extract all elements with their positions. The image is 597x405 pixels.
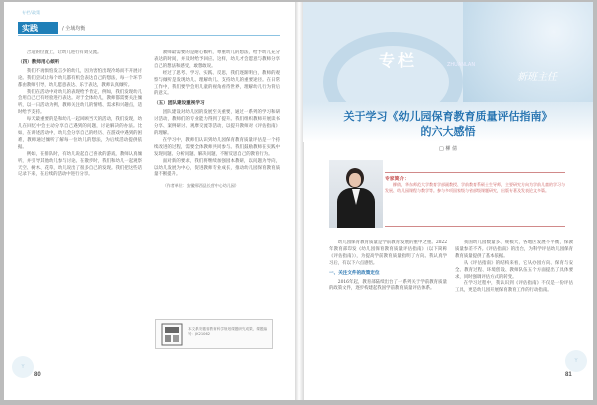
- right-page: [303, 2, 593, 400]
- section-heading: （五）团队建设重视学习: [154, 101, 205, 107]
- body-paragraph: 幼儿园保育教育质量是学前教育发展的重中之重。2022年教育部印发《幼儿园保育教育质量评估指南》（以下简称《评估指南》），为提高学前教育质量指明了方向。我认真学习后，有以下六点感悟。: [329, 240, 447, 266]
- body-paragraph: 例如，在排队时，有幼儿说起自己喜欢的游戏，教师认真倾听，并引导其他幼儿参与讨论。在散步时，我们和幼儿一起观察天空、树木、花草，幼儿说出了很多自己的发现。我们把这些话记录下来，在后续的活动中进行分享。: [18, 151, 142, 178]
- right-column-1: [329, 240, 447, 360]
- section-heading: （四）教师用心倾听: [18, 59, 60, 65]
- body-paragraph: 2016年起，教育部陆续出台了一系列关于学前教育质量的政策文件，逐步构建起我国学前教育质量评估体系。: [329, 279, 447, 292]
- left-page: [4, 2, 296, 400]
- research-note-text: 本文系安徽省教育科学规划课题研究成果，课题编号：JK21062: [188, 327, 268, 336]
- section-subtitle: / 全域均衡: [62, 26, 86, 32]
- section-divider: [18, 35, 280, 36]
- author-photo: [329, 160, 383, 228]
- body-paragraph: 我们不再惧怕发言少的幼儿，因为害怕出现冷场而不开展讨论。我们尝试让每个幼儿都有机会表达自己的想法，每一个环节都由教师引导，幼儿愿意表达、乐于表达，教师认真倾听。: [18, 68, 142, 88]
- left-column-2: [154, 50, 280, 312]
- article-title-line-1: 关于学习《幼儿园保育教育质量评估指南》: [343, 110, 553, 123]
- section-label: 实践: [22, 24, 38, 33]
- author-affiliation: （作者单位：安徽邢西县长营中心幼儿园）: [162, 183, 239, 189]
- body-paragraph: 每天最重要的是和幼儿一起回顾当天的活动，我们发现，幼儿在回忆中会主动分享自己遇到的问题，讨论解决的办法。比如，在讲述活动中，幼儿会分享自己的经历、在游戏中遇到的困难，教师通过倾听了解每一位幼儿的想法，为后续活动提供依据。: [18, 117, 142, 150]
- body-paragraph: 经过了思考、学习、实践、反思，我们逐渐明白，教师的观察与倾听是发现幼儿、理解幼儿、支持幼儿的重要途径。在日常工作中，我们要学会用儿童的视角看待世界，理解幼儿行为背后的意义。: [154, 70, 280, 97]
- body-paragraph: 在学习中，教师们认识到幼儿园保育教育质量评估是一个持续改进的过程，需要全体教师共同参与。我们鼓励教师在实践中发现问题、分析问题、解决问题，不断反思自己的教育行为。: [154, 137, 280, 157]
- author-byline: □ 柳 倩: [439, 146, 457, 152]
- banner-photo-area: [463, 2, 593, 102]
- author-profile-box: [385, 172, 565, 227]
- banner-title: 专栏: [379, 51, 418, 70]
- left-column-1: [18, 50, 142, 345]
- body-paragraph: 团队建设对幼儿园的发展至关重要，通过一系列的学习和研讨活动，教师们的专业能力得到了提升。我们组织教师开展读书分享、案例研讨、观摩交流等活动，以提升教师对《评估指南》的理解。: [154, 110, 280, 136]
- body-paragraph: 我国幼儿园数量多、规模大，各地区发展不平衡，保教质量参差不齐。《评估指南》的出台，为科学评估幼儿园保育教育质量提供了基本依据。: [455, 240, 573, 259]
- body-paragraph: 面对新的要求，我们将继续加强园本教研，以问题为导向，以幼儿发展为中心，促进教师专业成长，推动幼儿园保育教育质量不断提升。: [154, 158, 280, 178]
- banner-column-name: 新班主任: [517, 72, 557, 83]
- research-note-box: [155, 319, 273, 349]
- footer-logo-icon: Y: [565, 350, 587, 372]
- body-paragraph: 从《评估指南》的结构来看，它从办园方向、保育与安全、教育过程、环境创设、教师队伍五个方面提出了具体要求，同时强调评估方式的转变。: [455, 260, 573, 280]
- magazine-spread: [4, 2, 593, 400]
- body-paragraph: 在学习过程中，我认识到《评估指南》不仅是一份评估工具，更是幼儿园开展保育教育工作的行动指南。: [455, 281, 573, 294]
- profile-label: 专家简介：: [385, 177, 409, 182]
- section-tag: 专栏/政策: [22, 10, 41, 15]
- page-number: 80: [34, 372, 41, 378]
- article-title-line-2: 的六大感悟: [420, 125, 476, 138]
- section-heading: 一、关注文件的政策定位: [329, 270, 380, 276]
- right-column-2: [455, 240, 573, 360]
- banner-subtitle: ZHUANLAN: [447, 62, 476, 68]
- article-title: [328, 109, 568, 139]
- photo-face: [349, 173, 361, 187]
- body-paragraph: 我们在活动中对幼儿的表现给予肯定，例如，我们发现幼儿会用自己已有经验进行表达。对于全体幼儿，教师都需要关注倾听，以一日活动为例，教师关注幼儿的情绪、需求和兴趣点，适时给予支持。: [18, 89, 142, 116]
- profile-text: 柳倩，华东师范大学教育学部副教授、学前教育系硕士生导师，主要研究方向为学前儿童的学习与发展、幼儿园课程与教学等。参与多项国家级与省部级课题研究，出版专著及发表论文多篇。: [385, 182, 565, 193]
- column-banner: [303, 2, 593, 102]
- body-paragraph: 教师最需要的是耐心倾听，尊重幼儿的想法，给予幼儿充分表达的时间，并及时给予回应。这样，幼儿才会愿意与教师分享自己的想法和感受，敢想敢说。: [154, 50, 280, 69]
- page-number: 81: [565, 372, 572, 378]
- footer-logo-icon: Y: [12, 356, 34, 378]
- seal-stamp-icon: [161, 323, 183, 346]
- body-paragraph: 合适的位置上，让幼儿进行有效交流。: [26, 50, 102, 55]
